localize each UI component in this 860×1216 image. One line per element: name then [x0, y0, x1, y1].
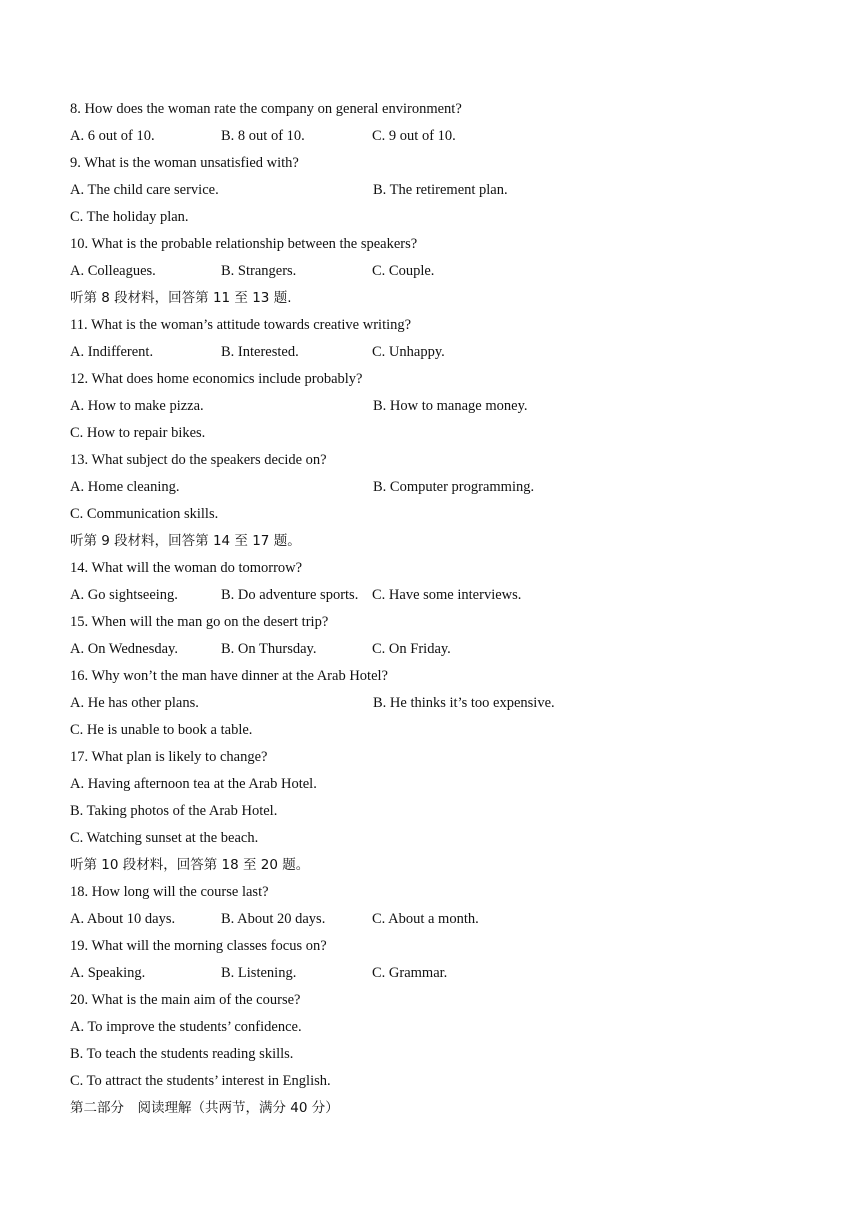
question-17: 17. What plan is likely to change? [70, 749, 268, 765]
section-heading-10: 听第 10 段材料，回答第 18 至 20 题。 [70, 857, 310, 873]
options-10 [70, 258, 810, 285]
option-10c: C. Couple. [372, 263, 435, 279]
question-14: 14. What will the woman do tomorrow? [70, 560, 303, 576]
option-15b: B. On Thursday. [221, 641, 317, 657]
option-18a: A. About 10 days. [70, 911, 176, 927]
question-20: 20. What is the main aim of the course? [70, 992, 301, 1008]
question-18: 18. How long will the course last? [70, 884, 269, 900]
options-14 [70, 582, 810, 609]
option-11c: C. Unhappy. [372, 344, 445, 360]
options-12 [70, 393, 810, 420]
question-13: 13. What subject do the speakers decide on? [70, 452, 327, 468]
option-18c: C. About a month. [372, 911, 479, 927]
option-20b: B. To teach the students reading skills. [70, 1046, 294, 1062]
question-19: 19. What will the morning classes focus on? [70, 938, 327, 954]
options-15 [70, 636, 810, 663]
question-15: 15. When will the man go on the desert trip? [70, 614, 329, 630]
option-19a: A. Speaking. [70, 965, 146, 981]
option-13c: C. Communication skills. [70, 506, 219, 522]
question-8: 8. How does the woman rate the company on general environment? [70, 101, 462, 117]
option-17a: A. Having afternoon tea at the Arab Hotel. [70, 776, 317, 792]
option-16c: C. He is unable to book a table. [70, 722, 253, 738]
options-16 [70, 690, 810, 717]
option-20c: C. To attract the students’ interest in English. [70, 1073, 331, 1089]
option-19b: B. Listening. [221, 965, 297, 981]
option-15a: A. On Wednesday. [70, 641, 178, 657]
option-17b: B. Taking photos of the Arab Hotel. [70, 803, 278, 819]
option-11b: B. Interested. [221, 344, 299, 360]
option-17c: C. Watching sunset at the beach. [70, 830, 259, 846]
exam-page [70, 96, 810, 1122]
options-9 [70, 177, 810, 204]
question-9: 9. What is the woman unsatisfied with? [70, 155, 299, 171]
option-10a: A. Colleagues. [70, 263, 156, 279]
option-11a: A. Indifferent. [70, 344, 154, 360]
option-13a: A. Home cleaning. [70, 479, 180, 495]
option-12c: C. How to repair bikes. [70, 425, 206, 441]
option-18b: B. About 20 days. [221, 911, 326, 927]
option-14a: A. Go sightseeing. [70, 587, 178, 603]
option-9b: B. The retirement plan. [373, 182, 508, 198]
option-15c: C. On Friday. [372, 641, 451, 657]
option-9c: C. The holiday plan. [70, 209, 189, 225]
option-19c: C. Grammar. [372, 965, 448, 981]
option-14b: B. Do adventure sports. [221, 587, 359, 603]
option-12b: B. How to manage money. [373, 398, 528, 414]
option-20a: A. To improve the students’ confidence. [70, 1019, 302, 1035]
option-8c: C. 9 out of 10. [372, 128, 456, 144]
options-13 [70, 474, 810, 501]
option-14c: C. Have some interviews. [372, 587, 522, 603]
question-16: 16. Why won’t the man have dinner at the Arab Hotel? [70, 668, 388, 684]
option-10b: B. Strangers. [221, 263, 297, 279]
option-16a: A. He has other plans. [70, 695, 199, 711]
options-8 [70, 123, 810, 150]
option-8a: A. 6 out of 10. [70, 128, 155, 144]
section-heading-8: 听第 8 段材料，回答第 11 至 13 题. [70, 290, 292, 306]
question-11: 11. What is the woman’s attitude towards creative writing? [70, 317, 412, 333]
option-9a: A. The child care service. [70, 182, 219, 198]
option-8b: B. 8 out of 10. [221, 128, 305, 144]
question-12: 12. What does home economics include probably? [70, 371, 363, 387]
option-16b: B. He thinks it’s too expensive. [373, 695, 555, 711]
option-12a: A. How to make pizza. [70, 398, 204, 414]
options-11 [70, 339, 810, 366]
part-two-heading: 第二部分 阅读理解（共两节，满分 40 分） [70, 1100, 339, 1116]
question-10: 10. What is the probable relationship between the speakers? [70, 236, 418, 252]
options-19 [70, 960, 810, 987]
option-13b: B. Computer programming. [373, 479, 535, 495]
section-heading-9: 听第 9 段材料，回答第 14 至 17 题。 [70, 533, 301, 549]
options-18 [70, 906, 810, 933]
